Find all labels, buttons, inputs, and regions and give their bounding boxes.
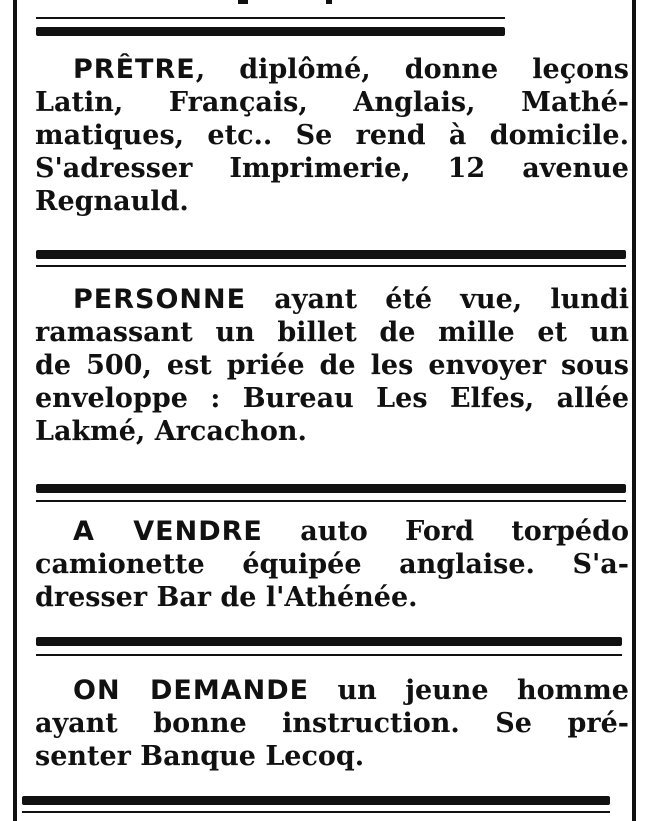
ad-line: Lakmé, Arcachon. bbox=[35, 416, 307, 447]
ad-keyword: PERSONNE bbox=[73, 284, 247, 315]
divider-thin bbox=[36, 654, 622, 656]
ad-line: Latin, Français, Anglais, Mathé- bbox=[35, 87, 629, 118]
divider-thick-bottom bbox=[22, 796, 610, 805]
ad-keyword: PRÊTRE bbox=[73, 54, 196, 85]
classified-ad-pretre bbox=[35, 53, 629, 218]
ad-line: matiques, etc.. Se rend à domicile. bbox=[35, 120, 629, 151]
column-border-left bbox=[13, 0, 17, 821]
classified-ad-a-vendre bbox=[35, 515, 629, 614]
ad-keyword: ON DEMANDE bbox=[73, 675, 310, 706]
classified-ad-on-demande bbox=[35, 674, 629, 773]
ad-line: ON DEMANDE un jeune homme bbox=[73, 675, 629, 706]
divider-thin bbox=[36, 500, 626, 502]
ad-line: ayant bonne instruction. Se pré- bbox=[35, 708, 629, 739]
ad-line: dresser Bar de l'Athénée. bbox=[35, 582, 418, 613]
divider-thick bbox=[36, 484, 626, 493]
ad-line: camionette équipée anglaise. S'a- bbox=[35, 549, 629, 580]
classified-ad-personne bbox=[35, 283, 629, 448]
divider-thick-top bbox=[36, 27, 505, 36]
ad-line: S'adresser Imprimerie, 12 avenue bbox=[35, 153, 629, 184]
ad-line: Regnauld. bbox=[35, 186, 189, 217]
ad-line: PRÊTRE, diplômé, donne leçons bbox=[73, 54, 629, 85]
ad-line: A VENDRE auto Ford torpédo bbox=[73, 516, 629, 547]
previous-text-fragment bbox=[238, 0, 248, 4]
ad-line: de 500, est priée de les envoyer sous bbox=[35, 350, 629, 381]
divider-thin bbox=[36, 265, 626, 267]
column-border-right bbox=[632, 0, 636, 821]
ad-line: PERSONNE ayant été vue, lundi bbox=[73, 284, 629, 315]
ad-line: ramassant un billet de mille et un bbox=[35, 317, 629, 348]
divider-thin-top bbox=[36, 17, 505, 19]
divider-thick bbox=[36, 637, 622, 646]
ad-line: senter Banque Lecoq. bbox=[35, 741, 365, 772]
ad-line: enveloppe : Bureau Les Elfes, allée bbox=[35, 383, 629, 414]
ad-keyword: A VENDRE bbox=[73, 516, 263, 547]
previous-text-fragment bbox=[326, 0, 332, 4]
divider-thick bbox=[36, 250, 626, 259]
divider-thin-bottom bbox=[22, 811, 610, 813]
